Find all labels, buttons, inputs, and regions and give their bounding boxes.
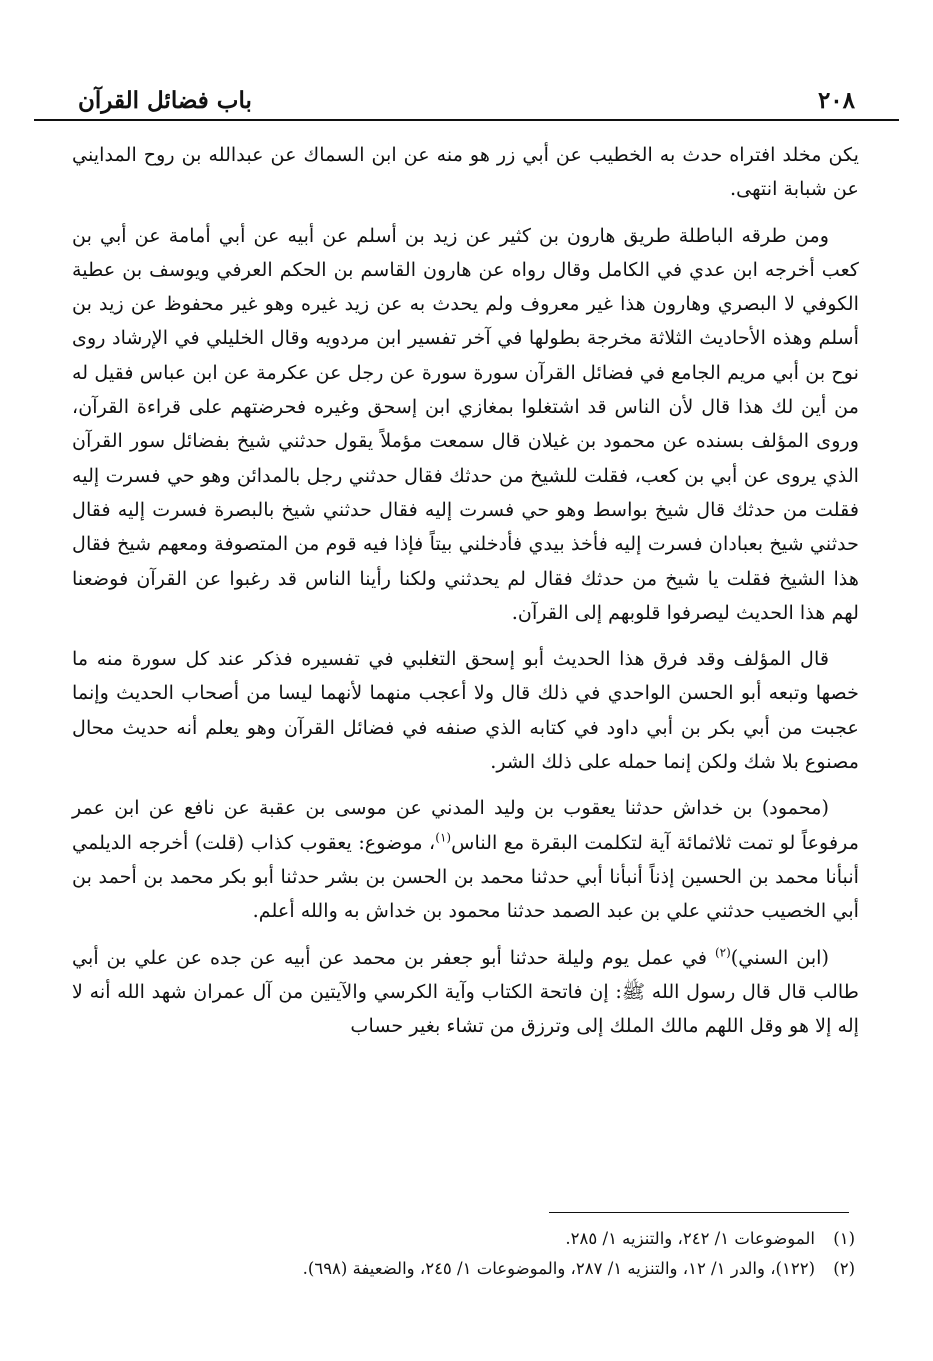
main-text bbox=[72, 138, 859, 1055]
footnote-number: (١) bbox=[833, 1229, 855, 1248]
footnote-ref-2: (٢) bbox=[714, 945, 731, 960]
footnote-rule bbox=[549, 1212, 849, 1213]
paragraph-4-part-a: (محمود) بن خداش حدثنا يعقوب بن وليد المدني عن موسى بن عقبة عن نافع عن ابن عمر مرفوعاً لو تمت ثلاثمائة آية لتكلمت البقرة مع الناس bbox=[72, 796, 860, 854]
footnote-text: الموضوعات ١/ ٢٤٢، والتنزيه ١/ ٢٨٥. bbox=[565, 1229, 815, 1248]
footnotes bbox=[74, 1224, 855, 1284]
footnote-1 bbox=[74, 1224, 855, 1254]
header-rule bbox=[34, 119, 899, 121]
running-header bbox=[78, 74, 855, 114]
paragraph-5 bbox=[72, 941, 859, 1044]
footnote-2 bbox=[74, 1254, 855, 1284]
page-number: ٢٠٨ bbox=[817, 87, 855, 114]
paragraph-5-part-b: في عمل يوم وليلة حدثنا أبو جعفر بن محمد عن أبيه عن جده عن علي بن أبي طالب قال قال رسول الله ﷺ: إن فاتحة الكتاب وآية الكرسي والآيتين من آل عمران شهد الله أنه لا إله إلا هو وقل اللهم مالك الملك إلى وترزق من تشاء بغير حساب bbox=[72, 945, 859, 1038]
paragraph-5-part-a: (ابن السني) bbox=[730, 945, 829, 969]
paragraph-2: ومن طرقه الباطلة طريق هارون بن كثير عن زيد بن أسلم عن أبيه عن أبي أمامة عن أبي بن كعب أخرجه ابن عدي في الكامل وقال رواه عن هارون القاسم بن الحكم العرفي ويوسف بن عطية الكوفي لا البصري وهارون هذا غير معروف ولم يحدث به عن زيد غيره وهو غير محفوظ عن زيد بن أسلم وهذه الأحاديث الثلاثة مخرجة بطولها في آخر تفسير ابن مردويه وقال الخليلي في الإرشاد روى نوح بن أبي مريم الجامع في فضائل القرآن سورة سورة عن رجل عن عكرمة عن ابن عباس فقيل له من أين لك هذا قال لأن الناس قد اشتغلوا بمغازي ابن إسحق وغيره فحرضتهم على قراءة القرآن، وروى المؤلف بسنده عن محمود بن غيلان قال سمعت مؤملاً يقول حدثني شيخ بفضائل سور القرآن الذي يروى عن أبي بن كعب، فقلت للشيخ من حدثك فقال حدثني رجل بالمدائن وهو حي فسرت إليه فقلت من حدثك قال شيخ بواسط وهو حي فسرت إليه فقال حدثني شيخ بالبصرة فسرت إليه فقال حدثني شيخ بعبادان فسرت إليه فأخذ بيدي فأدخلني بيتاً فإذا فيه قوم من المتصوفة ومعهم شيخ فقال هذا الشيخ فقلت يا شيخ من حدثك فقال لم يحدثني ولكنا رأينا الناس قد رغبوا عن القرآن فوضعنا لهم هذا الحديث ليصرفوا قلوبهم إلى القرآن. bbox=[72, 223, 859, 624]
paragraph-3: قال المؤلف وقد فرق هذا الحديث أبو إسحق التغلبي في تفسيره فذكر عند كل سورة منه ما خصها وتبعه أبو الحسن الواحدي في ذلك قال ولا أعجب منهما لأنهما ليسا من أصحاب الحديث وإنما عجبت من أبي بكر بن أبي داود في كتابه الذي صنفه في فضائل القرآن وهو يعلم أنه حديث محال مصنوع بلا شك ولكن إنما حمله على ذلك الشر. bbox=[72, 647, 859, 774]
footnote-text: (١٢٢)، والدر ١/ ١٢، والتنزيه ١/ ٢٨٧، والموضوعات ١/ ٢٤٥، والضعيفة (٦٩٨). bbox=[302, 1259, 815, 1278]
chapter-title: باب فضائل القرآن bbox=[78, 87, 252, 114]
paragraph-4 bbox=[72, 791, 859, 928]
paragraph-1: يكن مخلد افتراه حدث به الخطيب عن أبي زر هو منه عن ابن السماك عن عبدالله بن روح المدايني عن شبابة انتهى. bbox=[72, 143, 859, 201]
footnote-number: (٢) bbox=[833, 1259, 855, 1278]
footnote-ref-1: (١) bbox=[435, 830, 452, 845]
paragraph-4-part-b: ، موضوع: يعقوب كذاب (قلت) أخرجه الديلمي أنبأنا محمد بن الحسين إذناً أنبأنا أبي حدثنا محمد بن الحسن بن بشر حدثنا أبو بكر محمد بن أحمد بن أبي الخصيب حدثني علي بن عبد الصمد حدثنا محمود بن خداش به والله أعلم. bbox=[72, 830, 859, 923]
